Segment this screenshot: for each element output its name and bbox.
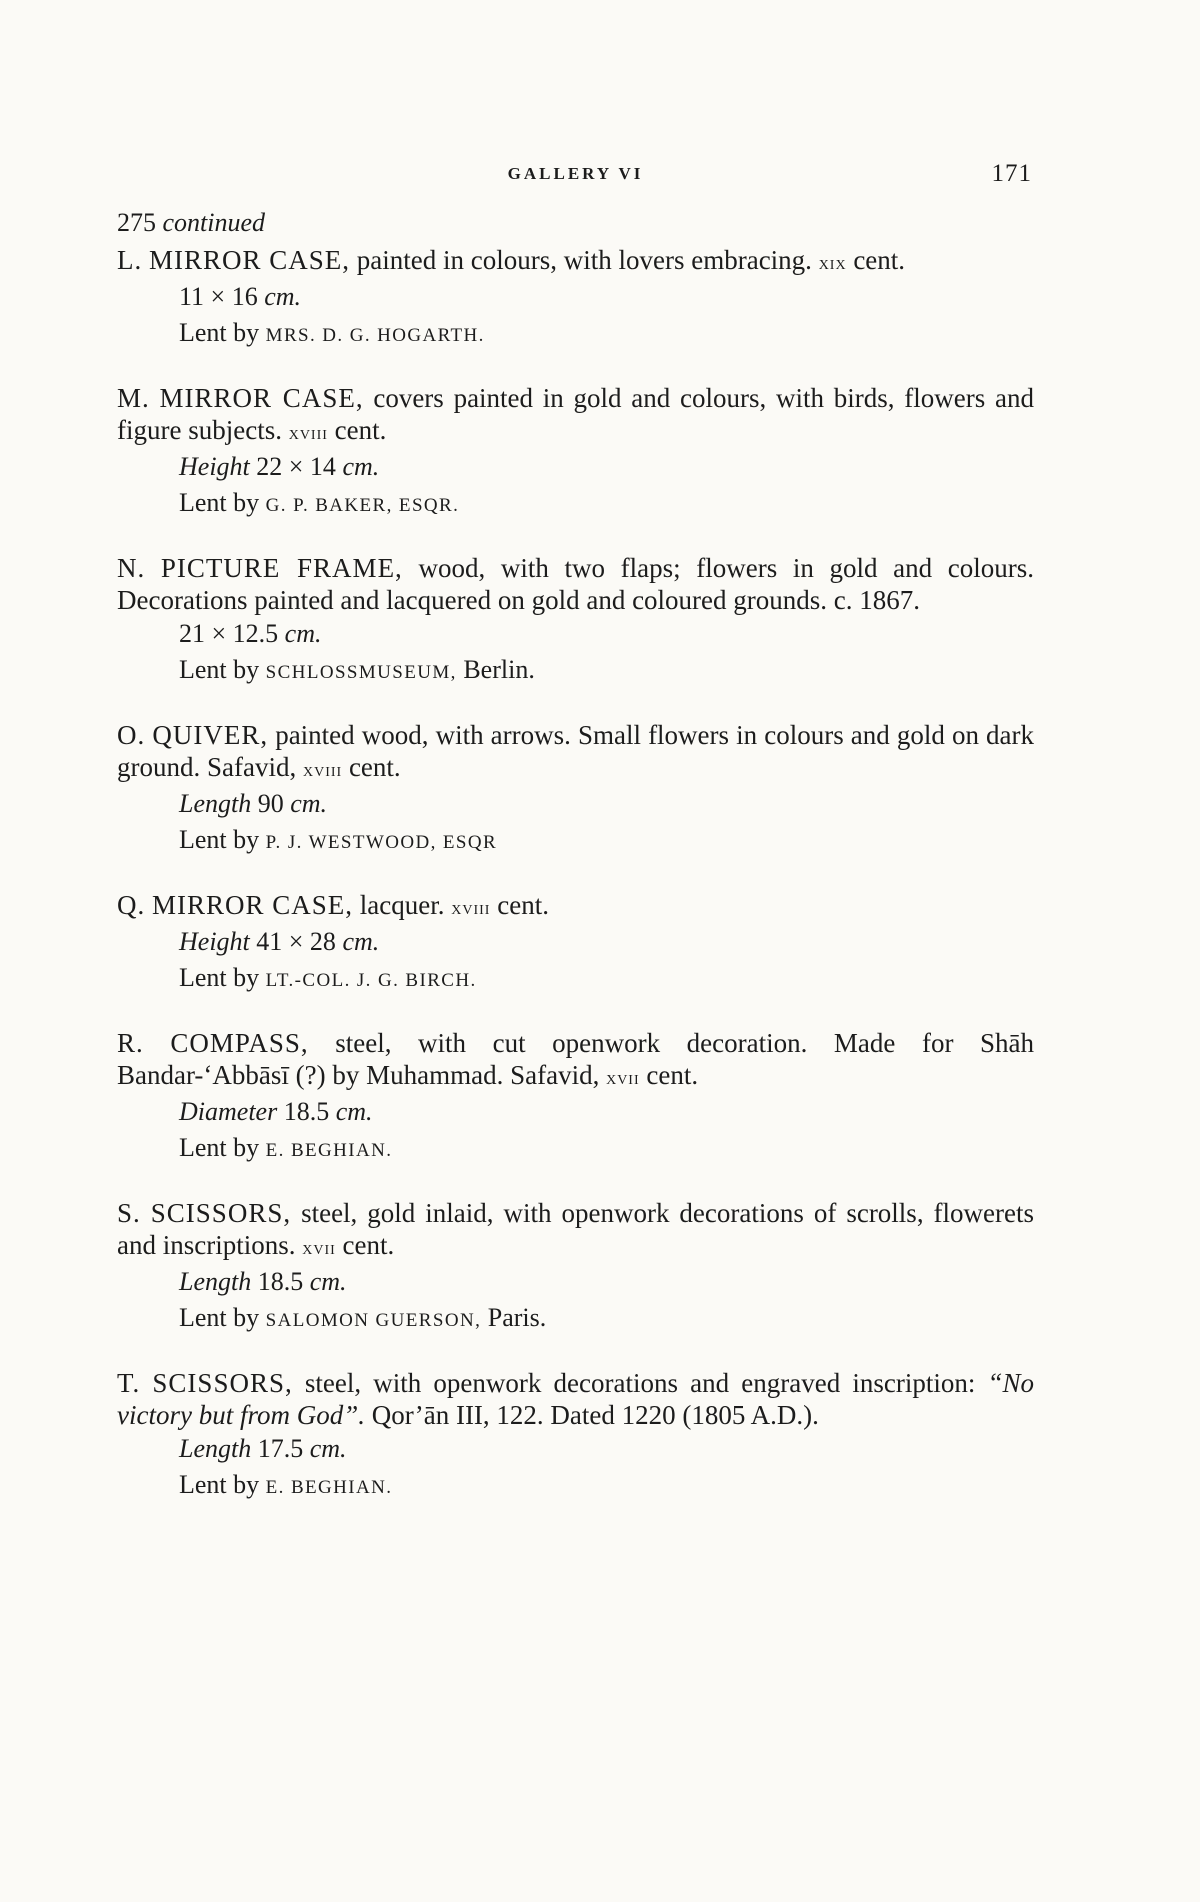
entry-period: xviii — [451, 897, 491, 919]
lender-name: G. P. BAKER, ESQR. — [265, 495, 460, 516]
lender-location: Paris. — [487, 1303, 547, 1332]
entry-title: PICTURE FRAME, — [160, 553, 403, 583]
catalogue-entry-n — [117, 552, 1034, 691]
entry-letter: M. — [117, 383, 150, 413]
lent-by-label: Lent by — [179, 963, 260, 992]
dimension-label: Diameter — [179, 1097, 278, 1126]
entry-text-continued: Qor’ān III, 122. Dated 1220 (1805 A.D.). — [371, 1400, 819, 1430]
catalogue-entry-m — [117, 382, 1034, 524]
entry-text: covers painted in gold and colours, with birds, flowers and figure subjects. — [117, 383, 1035, 445]
lent-by-label: Lent by — [179, 825, 260, 854]
entry-letter: N. — [117, 553, 146, 583]
lent-by-label: Lent by — [179, 488, 260, 517]
entry-title: SCISSORS, — [152, 1368, 293, 1398]
entry-letter: O. — [117, 720, 146, 750]
dimension-value: 18.5 — [283, 1097, 330, 1126]
lender-location: Berlin. — [463, 655, 535, 684]
entry-text: steel, gold inlaid, with openwork decorations of scrolls, flowerets and inscriptions. — [117, 1198, 1035, 1260]
entry-dimensions — [179, 449, 1034, 485]
dimension-label: Length — [179, 1267, 252, 1296]
entry-period-suffix: cent. — [646, 1060, 699, 1090]
dimension-value: 17.5 — [257, 1434, 304, 1463]
entry-period: xix — [818, 252, 847, 274]
gallery-heading: GALLERY VI — [507, 164, 644, 183]
dimension-label: Length — [179, 789, 252, 818]
dimension-unit: cm. — [309, 1267, 347, 1296]
entry-text: steel, with cut openwork decoration. Made for Shāh Bandar-‘Abbāsī (?) by Muhammad. Safavid, — [117, 1028, 1035, 1090]
entry-description — [117, 1367, 1034, 1431]
catalogue-content — [117, 208, 1034, 1534]
entry-letter: Q. — [117, 890, 146, 920]
entry-period-suffix: cent. — [497, 890, 549, 920]
entry-lender-line — [179, 1130, 1034, 1169]
entry-dimensions — [179, 924, 1034, 960]
catalogue-entry-l — [117, 244, 1034, 354]
entry-dimensions — [179, 616, 1034, 652]
entry-period-suffix: cent. — [348, 752, 401, 782]
dimension-unit: cm. — [309, 1434, 347, 1463]
entry-period-suffix: cent. — [334, 415, 387, 445]
inscription-quote: “No victory but from God”. — [117, 1368, 1035, 1430]
catalogue-entry-s — [117, 1197, 1034, 1339]
entry-lender-line — [179, 1300, 1034, 1339]
lender-name: P. J. WESTWOOD, ESQR — [265, 832, 498, 853]
entry-lender-line — [179, 315, 1034, 354]
continued-line — [117, 208, 1034, 238]
entry-text: lacquer. — [359, 890, 445, 920]
dimension-value: 11 × 16 — [179, 282, 258, 311]
entry-letter: R. — [117, 1028, 144, 1058]
continued-label: continued — [162, 208, 266, 237]
entry-title: MIRROR CASE, — [152, 890, 354, 920]
dimension-label: Length — [179, 1434, 252, 1463]
entry-period: xviii — [288, 422, 328, 444]
lent-by-label: Lent by — [179, 1303, 260, 1332]
catalogue-entry-t — [117, 1367, 1034, 1506]
lent-by-label: Lent by — [179, 655, 260, 684]
entry-title: COMPASS, — [170, 1028, 309, 1058]
entry-lender-line — [179, 652, 1034, 691]
dimension-value: 41 × 28 — [256, 927, 336, 956]
entry-description — [117, 1197, 1034, 1264]
entry-text: steel, with openwork decorations and engraved inscription: — [304, 1368, 976, 1398]
dimension-unit: cm. — [284, 619, 322, 648]
dimension-value: 18.5 — [257, 1267, 304, 1296]
entry-title: MIRROR CASE, — [149, 245, 351, 275]
dimension-value: 21 × 12.5 — [179, 619, 279, 648]
dimension-unit: cm. — [290, 789, 328, 818]
entry-description — [117, 244, 1034, 279]
entry-period: xvii — [606, 1067, 640, 1089]
entry-dimensions — [179, 1431, 1034, 1467]
entry-description — [117, 382, 1034, 449]
entry-dimensions — [179, 786, 1034, 822]
catalogue-entry-o — [117, 719, 1034, 861]
dimension-unit: cm. — [335, 1097, 373, 1126]
entry-text: painted in colours, with lovers embracing. — [356, 245, 812, 275]
entry-text: painted wood, with arrows. Small flowers in colours and gold on dark ground. Safavid, — [117, 720, 1035, 782]
entry-dimensions — [179, 1264, 1034, 1300]
lender-name: MRS. D. G. HOGARTH. — [265, 325, 485, 346]
lent-by-label: Lent by — [179, 1470, 260, 1499]
entry-title: MIRROR CASE, — [159, 383, 364, 413]
running-head — [117, 160, 1034, 192]
dimension-value: 90 — [257, 789, 284, 818]
entry-letter: L. — [117, 245, 143, 275]
entry-dimensions — [179, 1094, 1034, 1130]
lender-name: SCHLOSSMUSEUM, — [265, 662, 457, 683]
item-number: 275 — [117, 208, 156, 237]
lender-name: E. BEGHIAN. — [265, 1140, 393, 1161]
entry-lender-line — [179, 822, 1034, 861]
entry-description — [117, 1027, 1034, 1094]
lent-by-label: Lent by — [179, 1133, 260, 1162]
entry-title: SCISSORS, — [150, 1198, 292, 1228]
entry-description — [117, 719, 1034, 786]
entry-lender-line — [179, 485, 1034, 524]
entry-lender-line — [179, 1467, 1034, 1506]
entry-period: xvii — [302, 1237, 336, 1259]
dimension-value: 22 × 14 — [256, 452, 336, 481]
entry-letter: T. — [117, 1368, 141, 1398]
lender-name: E. BEGHIAN. — [265, 1477, 393, 1498]
catalogue-entry-q — [117, 889, 1034, 999]
entry-period-suffix: cent. — [342, 1230, 395, 1260]
entry-text: wood, with two flaps; flowers in gold and colours. Decorations painted and lacquered on gold and coloured grounds. c. 1867. — [117, 553, 1034, 615]
catalogue-entry-r — [117, 1027, 1034, 1169]
entry-lender-line — [179, 960, 1034, 999]
entry-letter: S. — [117, 1198, 141, 1228]
page-number: 171 — [991, 160, 1032, 187]
dimension-unit: cm. — [342, 927, 380, 956]
dimension-unit: cm. — [342, 452, 380, 481]
dimension-label: Height — [179, 927, 250, 956]
entry-period: xviii — [302, 759, 343, 781]
entry-description — [117, 552, 1034, 616]
lent-by-label: Lent by — [179, 318, 260, 347]
entry-period-suffix: cent. — [853, 245, 906, 275]
entry-title: QUIVER, — [152, 720, 269, 750]
lender-name: SALOMON GUERSON, — [265, 1310, 482, 1331]
entry-description — [117, 889, 1034, 924]
dimension-label: Height — [179, 452, 250, 481]
dimension-unit: cm. — [264, 282, 302, 311]
lender-name: LT.-COL. J. G. BIRCH. — [265, 970, 477, 991]
entry-dimensions — [179, 279, 1034, 315]
